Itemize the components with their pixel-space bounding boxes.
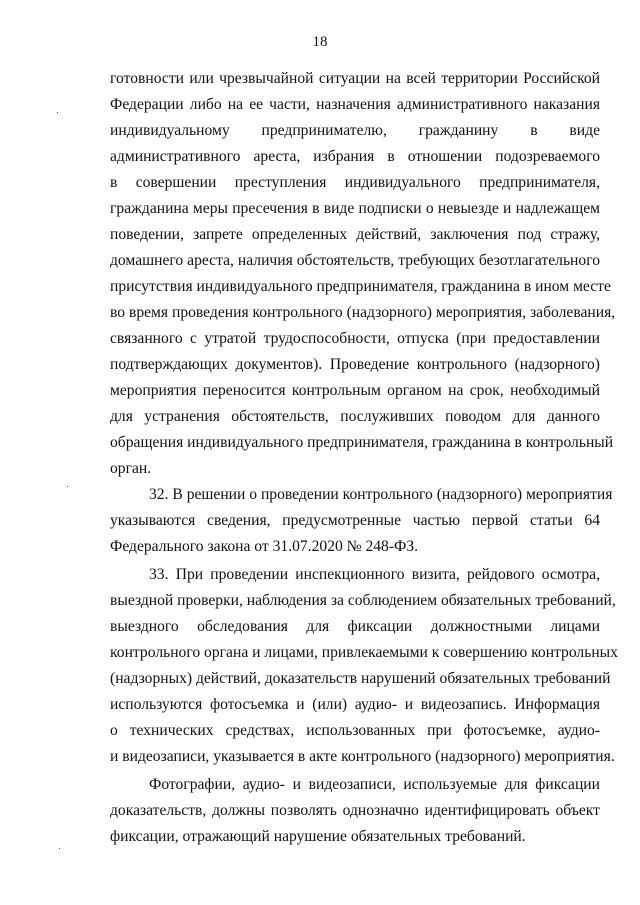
text-line: для устранения обстоятельств, послуживших поводом для данного [110,408,600,425]
paragraph [110,562,618,770]
paragraph [110,482,613,560]
text-line: гражданина меры пресечения в виде подписки о невыезде и надлежащем [110,200,600,217]
text-line: Федерации либо на ее части, назначения административного наказания [110,96,600,113]
text-line: присутствия индивидуального предпринимателя, гражданина в ином месте [110,278,611,295]
text-line: выездного обследования для фиксации должностными лицами [110,618,600,635]
text-line: Федерального закона от 31.07.2020 № 248-ФЗ. [110,538,419,555]
paragraph [110,772,600,850]
text-line: 32. В решении о проведении контрольного (надзорного) мероприятия [149,486,613,503]
text-line: о технических средствах, использованных при фотосъемке, аудио- [110,722,600,739]
text-line: контрольного органа и лицами, привлекаемыми к совершению контрольных [110,644,618,661]
text-line: мероприятия переносится контрольным органом на срок, необходимый [110,382,600,399]
text-line: доказательств, должны позволять однозначно идентифицировать объект [110,802,600,819]
text-line: индивидуальному предпринимателю, гражданину в виде [110,122,600,139]
text-line: (надзорных) действий, доказательств нарушений обязательных требований [110,670,611,687]
text-line: и видеозаписи, указывается в акте контрольного (надзорного) мероприятия. [110,748,615,765]
text-line: Фотографии, аудио- и видеозаписи, используемые для фиксации [149,776,600,793]
scan-artifact [57,112,58,113]
text-line: подтверждающих документов). Проведение контрольного (надзорного) [110,356,600,373]
text-line: связанного с утратой трудоспособности, отпуска (при предоставлении [110,330,600,347]
page-number: 18 [312,34,328,50]
text-line: указываются сведения, предусмотренные частью первой статьи 64 [110,512,600,529]
scan-artifact [59,848,60,849]
paragraph [110,66,616,482]
text-line: административного ареста, избрания в отношении подозреваемого [110,148,600,165]
text-line: орган. [110,460,152,477]
text-line: используются фотосъемка и (или) аудио- и видеозапись. Информация [110,696,600,713]
text-line: обращения индивидуального предпринимателя, гражданина в контрольный [110,434,614,451]
text-line: во время проведения контрольного (надзорного) мероприятия, заболевания, [110,304,616,321]
text-line: поведении, запрете определенных действий, заключения под стражу, [110,226,600,243]
text-line: выездной проверки, наблюдения за соблюдением обязательных требований, [110,592,616,609]
text-line: фиксации, отражающий нарушение обязательных требований. [110,828,526,845]
document-body [110,66,618,850]
text-line: 33. При проведении инспекционного визита, рейдового осмотра, [149,566,600,583]
text-line: в совершении преступления индивидуального предпринимателя, [110,174,600,191]
text-line: готовности или чрезвычайной ситуации на всей территории Российской [110,70,600,87]
text-line: домашнего ареста, наличия обстоятельств, требующих безотлагательного [110,252,600,269]
scan-artifact [67,486,68,487]
